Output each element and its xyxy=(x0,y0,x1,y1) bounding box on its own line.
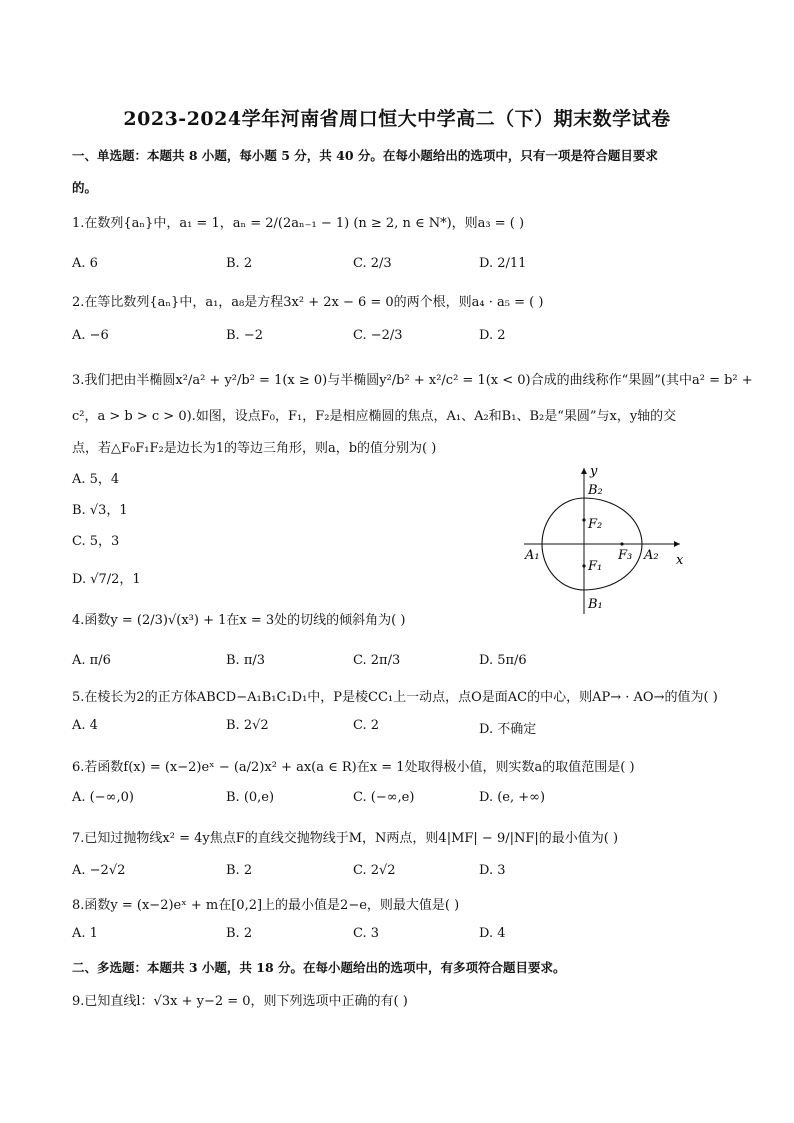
label-a1: A₁ xyxy=(525,548,540,563)
exam-title: 2023-2024学年河南省周口恒大中学高二（下）期末数学试卷 xyxy=(123,108,671,130)
label-b1: B₁ xyxy=(588,597,603,612)
label-f3: F₃ xyxy=(618,548,633,563)
q7-option-a: A. −2√2 xyxy=(72,863,126,878)
q4-option-d: D. 5π/6 xyxy=(479,653,527,668)
q2-stem: 2.在等比数列{aₙ}中，a₁，a₈是方程3x² + 2x − 6 = 0的两个根，则a₄ · a₅ = ( ) xyxy=(72,295,544,310)
q6-option-a: A. (−∞,0) xyxy=(72,790,134,805)
x-axis-label: x xyxy=(676,553,684,568)
q3-option-b: B. √3，1 xyxy=(72,503,128,518)
fruit-ellipse-figure xyxy=(520,462,690,617)
q1-option-b: B. 2 xyxy=(226,256,253,271)
section1-heading: 一、单选题：本题共 8 小题，每小题 5 分，共 40 分。在每小题给出的选项中，只有一项是符合题目要求 xyxy=(72,148,658,163)
q3-stem-line2: c²，a > b > c > 0).如图，设点F₀，F₁，F₂是相应椭圆的焦点，A₁、A₂和B₁、B₂是“果圆”与x，y轴的交 xyxy=(72,409,677,424)
q5-stem: 5.在棱长为2的正方体ABCD−A₁B₁C₁D₁中，P是棱CC₁上一动点，点O是面AC的中心，则AP→ · AO→的值为( ) xyxy=(72,690,718,705)
q3-option-c: C. 5，3 xyxy=(72,534,120,549)
q4-stem: 4.函数y = (2/3)√(x³) + 1在x = 3处的切线的倾斜角为( ) xyxy=(72,613,406,628)
q8-stem: 8.函数y = (x−2)eˣ + m在[0,2]上的最小值是2−e，则最大值是( ) xyxy=(72,898,460,913)
q6-option-d: D. (e, +∞) xyxy=(479,790,546,805)
focus-f1-dot xyxy=(582,564,585,567)
q5-option-a: A. 4 xyxy=(72,718,98,733)
q2-option-d: D. 2 xyxy=(479,328,506,343)
q7-option-b: B. 2 xyxy=(226,863,253,878)
focus-f3-dot xyxy=(620,542,623,545)
label-b2: B₂ xyxy=(588,483,603,498)
label-a2: A₂ xyxy=(644,548,659,563)
q4-option-c: C. 2π/3 xyxy=(353,653,401,668)
q4-option-b: B. π/3 xyxy=(226,653,266,668)
q7-option-c: C. 2√2 xyxy=(353,863,396,878)
q6-option-b: B. (0,e) xyxy=(226,790,275,805)
q6-option-c: C. (−∞,e) xyxy=(353,790,415,805)
label-f2: F₂ xyxy=(588,517,603,532)
q4-option-a: A. π/6 xyxy=(72,653,111,668)
q6-stem: 6.若函数f(x) = (x−2)eˣ − (a/2)x² + ax(a ∈ R)在x = 1处取得极小值，则实数a的取值范围是( ) xyxy=(72,760,635,775)
q2-option-a: A. −6 xyxy=(72,328,109,343)
q8-option-a: A. 1 xyxy=(72,926,98,941)
q5-option-c: C. 2 xyxy=(353,718,380,733)
label-f1: F₁ xyxy=(588,559,603,574)
q3-stem-line3: 点，若△F₀F₁F₂是边长为1的等边三角形，则a，b的值分别为( ) xyxy=(72,441,437,456)
q7-option-d: D. 3 xyxy=(479,863,506,878)
section1-heading-cont: 的。 xyxy=(72,180,98,195)
section2-heading: 二、多选题：本题共 3 小题，共 18 分。在每小题给出的选项中，有多项符合题目要求。 xyxy=(72,960,566,975)
q2-option-b: B. −2 xyxy=(226,328,263,343)
q3-option-d: D. √7/2，1 xyxy=(72,572,141,587)
q1-stem: 1.在数列{aₙ}中，a₁ = 1，aₙ = 2/(2aₙ₋₁ − 1) (n ≥ 2, n ∈ N*)，则a₃ = ( ) xyxy=(72,216,525,231)
y-axis-label: y xyxy=(590,464,598,479)
q1-option-d: D. 2/11 xyxy=(479,256,527,271)
q2-option-c: C. −2/3 xyxy=(353,328,403,343)
q1-option-a: A. 6 xyxy=(72,256,98,271)
q9-stem: 9.已知直线l：√3x + y−2 = 0，则下列选项中正确的有( ) xyxy=(72,994,408,1009)
q1-option-c: C. 2/3 xyxy=(353,256,392,271)
q8-option-d: D. 4 xyxy=(479,926,506,941)
q5-option-d: D. 不确定 xyxy=(479,722,537,737)
q7-stem: 7.已知过抛物线x² = 4y焦点F的直线交抛物线于M，N两点，则4|MF| − 9/|NF|的最小值为( ) xyxy=(72,831,619,846)
q8-option-b: B. 2 xyxy=(226,926,253,941)
focus-f2-dot xyxy=(582,518,585,521)
q5-option-b: B. 2√2 xyxy=(226,718,269,733)
q3-stem-line1: 3.我们把由半椭圆x²/a² + y²/b² = 1(x ≥ 0)与半椭圆y²/b² + x²/c² = 1(x < 0)合成的曲线称作“果圆”(其中a² = b² + xyxy=(72,373,753,388)
q3-option-a: A. 5，4 xyxy=(72,472,120,487)
q8-option-c: C. 3 xyxy=(353,926,380,941)
